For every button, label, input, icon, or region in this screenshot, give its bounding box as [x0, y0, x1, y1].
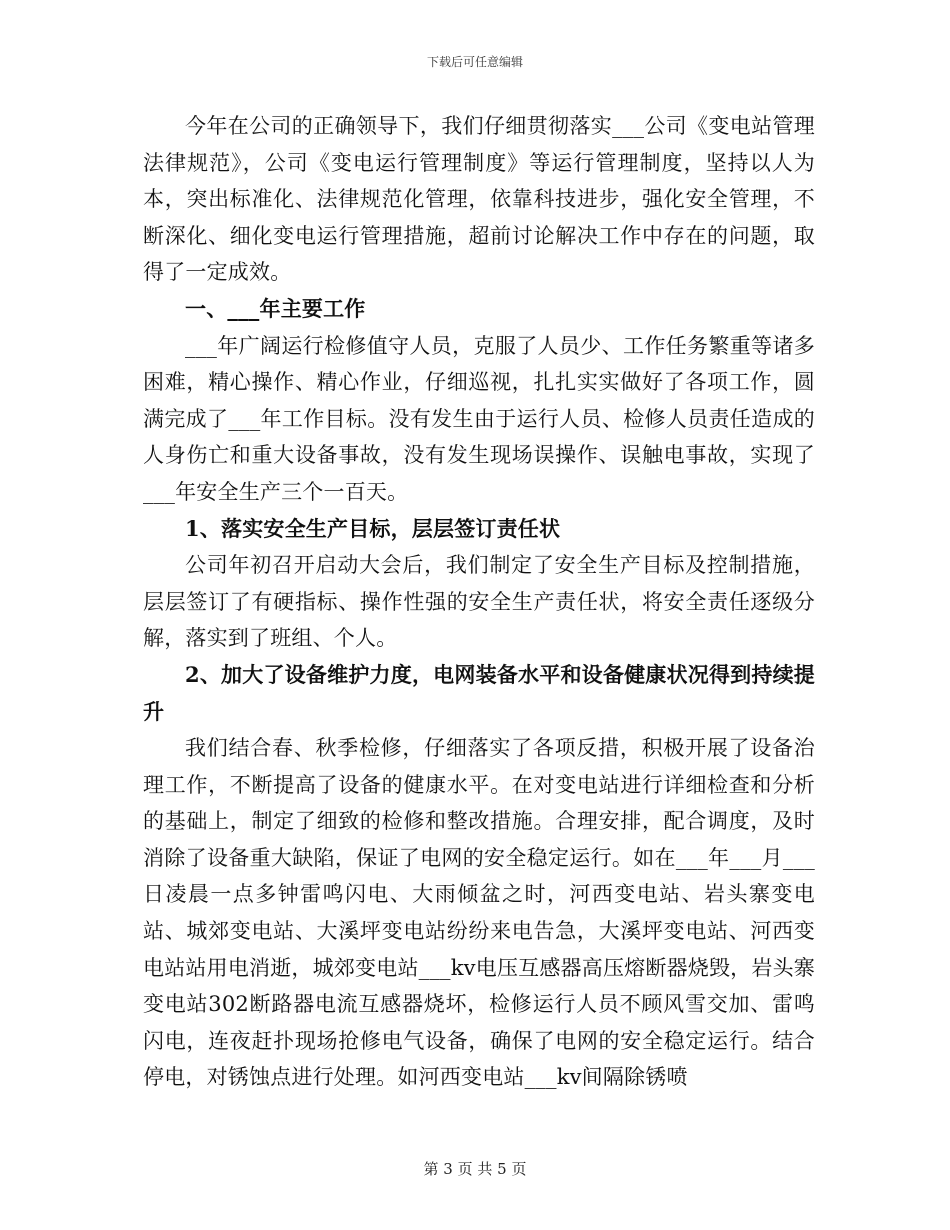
subheading-equipment-maintenance: 2、加大了设备维护力度，电网装备水平和设备健康状况得到持续提升: [143, 661, 815, 724]
page-header: 下载后可任意编辑: [426, 55, 523, 69]
page-footer: 第 3 页 共 5 页: [423, 1160, 527, 1178]
subheading-safety-goals: 1、落实安全生产目标，层层签订责任状: [185, 515, 561, 541]
section-heading-main-work: 一、___年主要工作: [185, 295, 366, 321]
paragraph-intro: 今年在公司的正确领导下，我们仔细贯彻落实___公司《变电站管理法律规范》，公司《变电运行管理制度》等运行管理制度，坚持以人为本，突出标准化、法律规范化管理，依靠科技进步，强化安全管理，不断深化、细化变电运行管理措施，超前讨论解决工作中存在的问题，取得了一定成效。: [143, 114, 815, 285]
document-body: [143, 108, 815, 1096]
paragraph-main-work: ___年广阔运行检修值守人员，克服了人员少、工作任务繁重等诸多困难，精心操作、精心作业，仔细巡视，扎扎实实做好了各项工作，圆满完成了___年工作目标。没有发生由于运行人员、检修人员责任造成的人身伤亡和重大设备事故，没有发生现场误操作、误触电事故，实现了___年安全生产三个一百天。: [143, 333, 815, 504]
paragraph-safety-goals: 公司年初召开启动大会后，我们制定了安全生产目标及控制措施，层层签订了有硬指标、操作性强的安全生产责任状，将安全责任逐级分解，落实到了班组、个人。: [143, 553, 815, 651]
paragraph-equipment-maintenance: 我们结合春、秋季检修，仔细落实了各项反措，积极开展了设备治理工作，不断提高了设备的健康水平。在对变电站进行详细检查和分析的基础上，制定了细致的检修和整改措施。合理安排，配合调度，及时消除了设备重大缺陷，保证了电网的安全稳定运行。如在___年___月___日凌晨一点多钟雷鸣闪电、大雨倾盆之时，河西变电站、岩头寨变电站、城郊变电站、大溪坪变电站纷纷来电告急，大溪坪变电站、河西变电站站用电消逝，城郊变电站___kv电压互感器高压熔断器烧毁，岩头寨变电站302断路器电流互感器烧坏，检修运行人员不顾风雪交加、雷鸣闪电，连夜赶扑现场抢修电气设备，确保了电网的安全稳定运行。结合停电，对锈蚀点进行处理。如河西变电站___kv间隔除锈喷: [143, 736, 815, 1090]
